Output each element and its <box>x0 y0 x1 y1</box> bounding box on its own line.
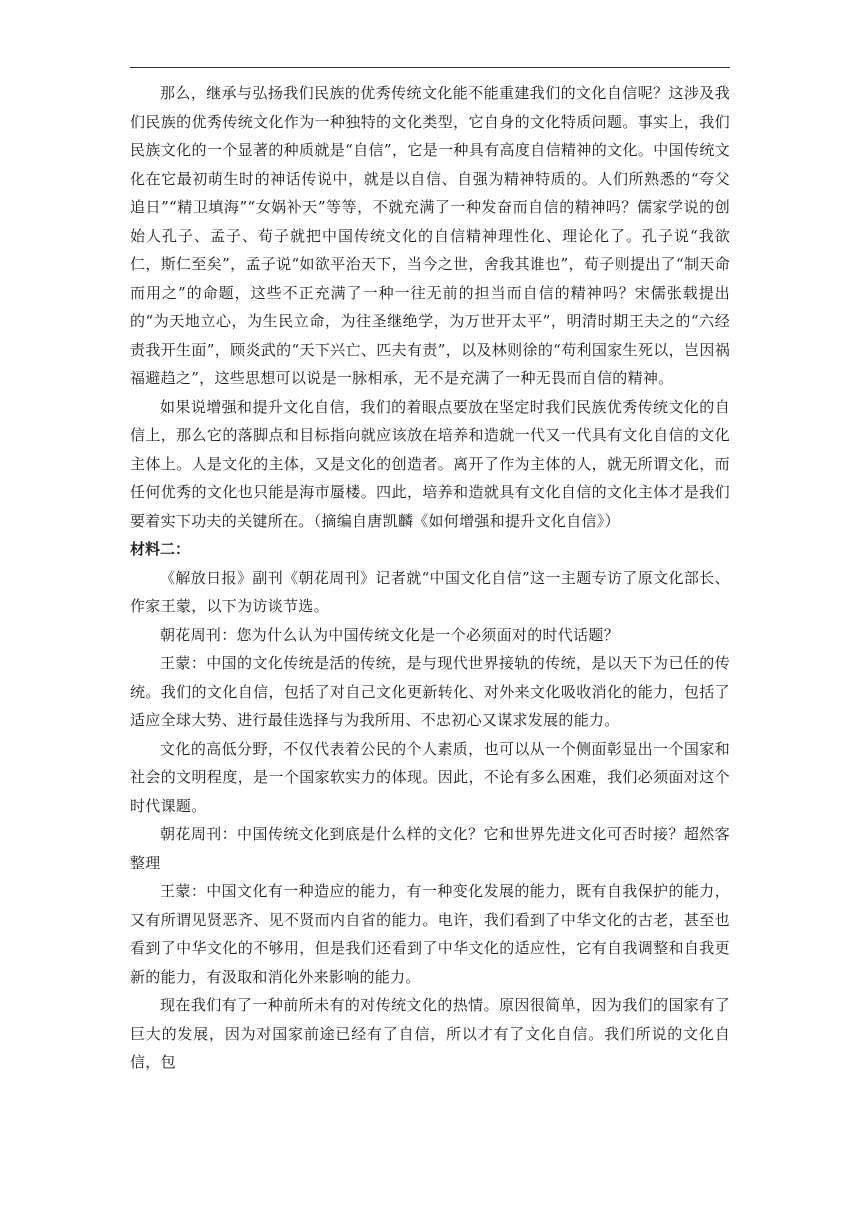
paragraph-cultural-subject: 如果说增强和提升文化自信，我们的着眼点要放在坚定时我们民族优秀传统文化的自信上，那么它的落脚点和目标指向就应该放在培养和造就一代又一代具有文化自信的文化主体上。人是文化的主体，又是文化的创造者。离开了作为主体的人，就无所谓文化，而任何优秀的文化也只能是海市蜃楼。四此，培养和造就具有文化自信的文化主体才是我们要着实下功夫的关键所在。（摘编自唐凯麟《如何增强和提升文化自信》） <box>130 397 730 530</box>
document-body <box>130 79 730 1077</box>
paragraph-inheritance-confidence: 那么，继承与弘扬我们民族的优秀传统文化能不能重建我们的文化自信呢？这涉及我们民族的优秀传统文化作为一种独特的文化类型，它自身的文化特质问题。事实上，我们民族文化的一个显著的种质就是“自信”，它是一种具有高度自信精神的文化。中国传统文化在它最初萌生时的神话传说中，就是以自信、自强为精神特质的。人们所熟悉的“夸父追日”“精卫填海”“女娲补天”等等，不就充满了一种发奋而自信的精神吗？儒家学说的创始人孔子、孟子、荀子就把中国传统文化的自信精神理性化、理论化了。孔子说“我欲仁，斯仁至矣”，孟子说“如欲平治天下，当今之世，舍我其谁也”，荀子则提出了“制天命而用之”的命题，这些不正充满了一种一往无前的担当而自信的精神吗？宋儒张载提出的“为天地立心，为生民立命，为往圣继绝学，为万世开太平”，明清时期王夫之的“六经责我开生面”，顾炎武的“天下兴亡、匹夫有责”，以及林则徐的“苟利国家生死以，岂因祸福避趋之”，这些思想可以说是一脉相承，无不是充满了一种无畏而自信的精神。 <box>130 84 730 387</box>
paragraph-question-2: 朝花周刊：中国传统文化到底是什么样的文化？它和世界先进文化可否时接？超然客整理 <box>130 825 730 872</box>
paragraph-answer-1: 王蒙：中国的文化传统是活的传统，是与现代世界接轨的传统，是以天下为已任的传统。我们的文化自信，包括了对自己文化更新转化、对外来文化吸收消化的能力，包括了适应全球大势、进行最佳选择与为我所用、不忠初心又谋求发展的能力。 <box>130 654 730 729</box>
paragraph-answer-1-continued: 文化的高低分野，不仅代表着公民的个人素质，也可以从一个侧面彰显出一个国家和社会的文明程度，是一个国家软实力的体现。因此，不论有多么困难，我们必须面对这个时代课题。 <box>130 739 730 815</box>
paragraph-question-1: 朝花周刊：您为什么认为中国传统文化是一个必须面对的时代话题？ <box>160 625 620 644</box>
section-heading-material-two: 材料二： <box>130 540 191 558</box>
paragraph-answer-2-continued: 现在我们有了一种前所未有的对传统文化的热情。原因很简单，因为我们的国家有了巨大的发展，因为对国家前途已经有了自信，所以才有了文化自信。我们所说的文化自信，包 <box>130 996 730 1071</box>
paragraph-interview-intro: 《解放日报》副刊《朝花周刊》记者就“中国文化自信”这一主题专访了原文化部长、作家王蒙，以下为访谈节选。 <box>130 568 730 615</box>
header-rule <box>130 67 730 68</box>
paragraph-answer-2: 王蒙：中国文化有一种造应的能力，有一种变化发展的能力，既有自我保护的能力，又有所谓见贤恶齐、见不贤而内自省的能力。电许，我们看到了中华文化的古老，甚至也看到了中华文化的不够用，但是我们还看到了中华文化的适应性，它有自我调整和自我更新的能力，有汲取和消化外来影响的能力。 <box>130 882 730 986</box>
